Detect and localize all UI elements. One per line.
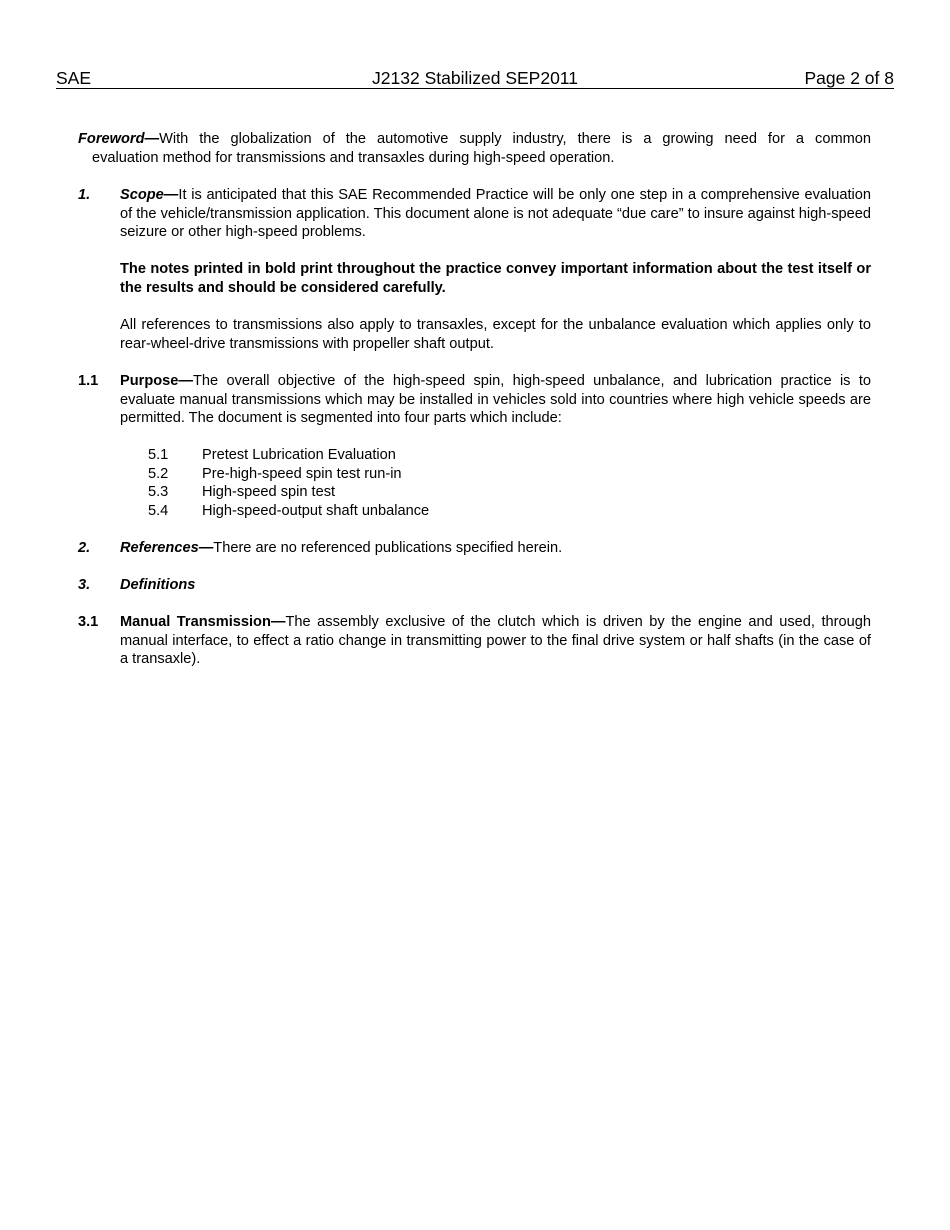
section-manual-transmission (78, 613, 871, 669)
section-heading: Scope— (120, 187, 179, 203)
list-item-number: 5.4 (148, 502, 169, 519)
foreword-line2: evaluation method for transmissions and transaxles during high-speed operation. (92, 149, 615, 166)
bold-note: The notes printed in bold print throughout the practice convey important information about the test itself or the results and should be considered carefully. (120, 261, 871, 296)
list-item-text: High-speed spin test (202, 484, 336, 501)
parts-list (148, 446, 548, 520)
list-item (148, 483, 548, 502)
list-item-text: Pretest Lubrication Evaluation (202, 447, 396, 463)
section-text: The assembly exclusive of the clutch which is driven by the engine and used, through manual interface, to effect a ratio change in transmitting power to the final drive system or half shafts (in the case of a transaxle). (120, 614, 871, 668)
list-item-text: High-speed-output shaft unbalance (202, 502, 430, 519)
section-purpose (78, 372, 871, 428)
section-heading: Purpose— (120, 373, 193, 389)
section-heading: References— (120, 540, 214, 556)
foreword-heading: Foreword— (78, 131, 160, 147)
section-number: 2. (78, 540, 91, 556)
section-text: The overall objective of the high-speed spin, high-speed unbalance, and lubrication practice is to evaluate manual transmissions which may be installed in vehicles sold into countries where high vehicle speeds are permitted. The document is segmented into four parts which include: (120, 373, 871, 427)
section-scope (78, 186, 871, 242)
list-item-number: 5.2 (148, 465, 169, 482)
list-item-number: 5.1 (148, 447, 169, 463)
section-text: It is anticipated that this SAE Recommended Practice will be only one step in a comprehensive evaluation of the vehicle/transmission application. This document alone is not adequate “due care” to insure against high-speed seizure or other high-speed problems. (120, 187, 871, 241)
header-page-number: Page 2 of 8 (804, 68, 894, 88)
list-item-number: 5.3 (148, 484, 169, 501)
list-item (148, 502, 548, 521)
transaxle-note: All references to transmissions also apply to transaxles, except for the unbalance evaluation which applies only to rear-wheel-drive transmissions with propeller shaft output. (120, 317, 871, 352)
section-heading: Manual Transmission— (120, 614, 286, 630)
section-definitions (78, 576, 871, 595)
section-heading: Definitions (120, 577, 196, 593)
section-references (78, 539, 871, 558)
section-text: There are no referenced publications specified herein. (213, 540, 563, 556)
foreword (78, 130, 871, 167)
list-item (148, 465, 548, 484)
foreword-line1: With the globalization of the automotive supply industry, there is a growing need for a common (159, 131, 871, 147)
section-number: 3.1 (78, 614, 99, 630)
section-number: 1. (78, 187, 91, 203)
page-header (56, 68, 894, 89)
list-item-text: Pre-high-speed spin test run-in (202, 465, 402, 482)
section-number: 1.1 (78, 373, 99, 389)
header-org: SAE (56, 68, 92, 88)
list-item (148, 446, 548, 465)
header-doc-id: J2132 Stabilized SEP2011 (372, 68, 578, 88)
section-number: 3. (78, 577, 91, 593)
